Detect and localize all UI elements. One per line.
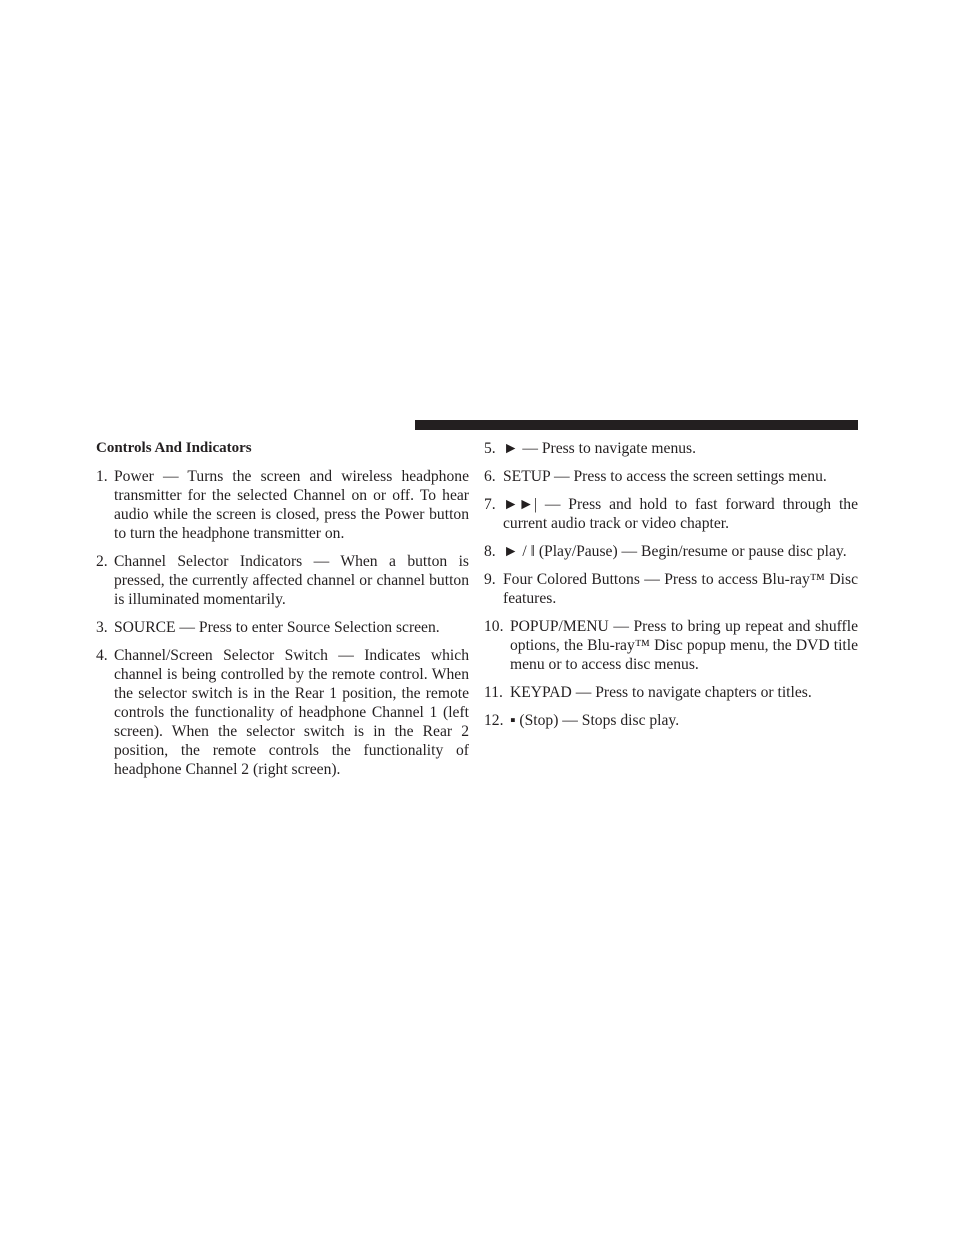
item-text: ►►| — Press and hold to fast forward through the current audio track or video chapter. [503,496,858,532]
item-text: ► — Press to navigate menus. [503,440,697,457]
item-number: 12. [484,712,504,729]
item-text: SOURCE — Press to enter Source Selection screen. [114,619,440,636]
list-item [484,683,858,702]
section-header-bar [415,420,858,430]
item-number: 9. [484,571,496,588]
list-item [484,711,858,730]
item-text: Power — Turns the screen and wireless headphone transmitter for the selected Channel on or off. To hear audio while the screen is closed, press the Power button to turn the headphone transmitter on. [114,468,469,542]
list-item [484,467,858,486]
item-number: 8. [484,543,496,560]
item-number: 2. [96,553,108,570]
item-text: Four Colored Buttons — Press to access Blu-ray™ Disc features. [503,571,858,607]
item-text: ► / ‖ (Play/Pause) — Begin/resume or pause disc play. [503,543,847,560]
list-item [484,570,858,608]
item-number: 7. [484,496,496,513]
item-number: 11. [484,684,503,701]
item-number: 1. [96,468,108,485]
list-item [484,542,858,561]
item-number: 3. [96,619,108,636]
item-text: SETUP — Press to access the screen settings menu. [503,468,827,485]
item-number: 5. [484,440,496,457]
item-text: Channel/Screen Selector Switch — Indicates which channel is being controlled by the remote control. When the selector switch is in the Rear 1 position, the remote controls the functionality of headphone Channel 1 (left screen). When the selector switch is in the Rear 2 position, the remote controls the functionality of headphone Channel 2 (right screen). [114,647,469,778]
section-heading: Controls And Indicators [96,440,252,456]
item-text: Channel Selector Indicators — When a button is pressed, the currently affected channel or channel button is illuminated momentarily. [114,553,469,608]
list-item [484,495,858,533]
list-item [484,439,858,458]
item-number: 6. [484,468,496,485]
left-column [96,439,469,788]
item-number: 4. [96,647,108,664]
list-item [96,618,469,637]
list-item [96,552,469,609]
item-text: ▪ (Stop) — Stops disc play. [510,712,680,729]
list-item [96,467,469,543]
list-item [484,617,858,674]
item-text: KEYPAD — Press to navigate chapters or titles. [510,684,812,701]
list-item [96,646,469,779]
item-text: POPUP/MENU — Press to bring up repeat and shuffle options, the Blu-ray™ Disc popup menu, the DVD title menu or to access disc menus. [510,618,858,673]
item-number: 10. [484,618,504,635]
right-column [484,439,858,739]
